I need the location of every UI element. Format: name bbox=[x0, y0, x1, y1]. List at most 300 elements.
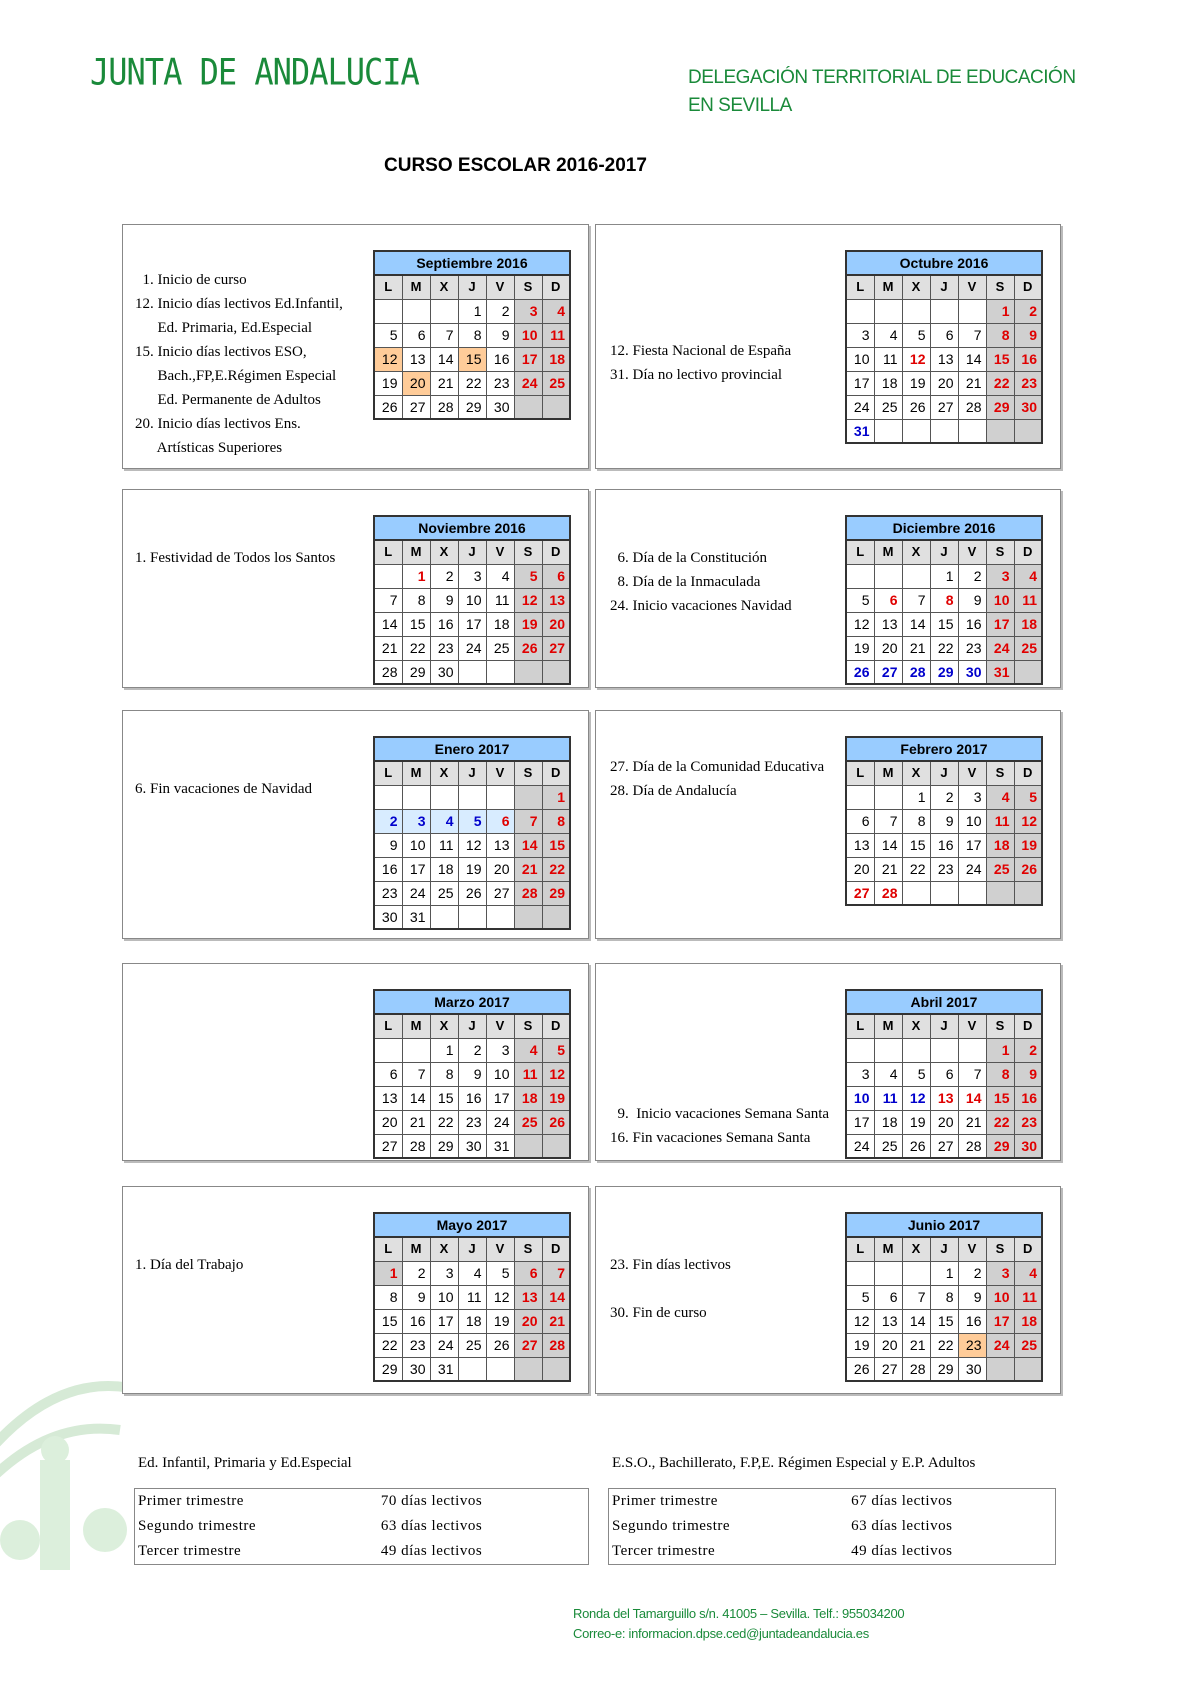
calendar-week-row bbox=[374, 299, 570, 323]
weekday-header: J bbox=[930, 1237, 958, 1261]
calendar-day: 17 bbox=[986, 612, 1014, 636]
calendar-month-title: Abril 2017 bbox=[846, 990, 1042, 1014]
calendar-day: 21 bbox=[958, 371, 986, 395]
calendar-day bbox=[958, 299, 986, 323]
calendar-week-row bbox=[374, 1110, 570, 1134]
calendar-week-row bbox=[846, 1285, 1042, 1309]
calendar-week-row bbox=[846, 564, 1042, 588]
calendar-day bbox=[402, 1038, 430, 1062]
calendar-day: 2 bbox=[430, 564, 458, 588]
calendar-day: 7 bbox=[402, 1062, 430, 1086]
calendar-day bbox=[486, 905, 514, 929]
calendar-day: 13 bbox=[402, 347, 430, 371]
calendar-week-row bbox=[374, 323, 570, 347]
calendar-day: 2 bbox=[930, 785, 958, 809]
calendar-day: 19 bbox=[374, 371, 402, 395]
weekday-header: M bbox=[874, 1014, 902, 1038]
calendar-day: 12 bbox=[902, 347, 930, 371]
weekday-header: S bbox=[986, 1237, 1014, 1261]
calendar-week-row bbox=[374, 857, 570, 881]
calendar-day: 21 bbox=[374, 636, 402, 660]
weekday-header: M bbox=[874, 761, 902, 785]
calendar-week-row bbox=[374, 564, 570, 588]
calendar-day: 16 bbox=[458, 1086, 486, 1110]
calendar-day: 26 bbox=[902, 395, 930, 419]
calendar-day: 5 bbox=[902, 1062, 930, 1086]
calendar-day bbox=[402, 785, 430, 809]
calendar-day: 28 bbox=[430, 395, 458, 419]
calendar-day: 4 bbox=[514, 1038, 542, 1062]
calendar-day: 3 bbox=[846, 323, 874, 347]
calendar-day: 10 bbox=[986, 588, 1014, 612]
calendar-week-row bbox=[846, 881, 1042, 905]
calendar-day: 16 bbox=[1014, 347, 1042, 371]
weekday-header: S bbox=[514, 540, 542, 564]
calendar-day: 8 bbox=[902, 809, 930, 833]
calendar-day: 30 bbox=[458, 1134, 486, 1158]
calendar-day: 25 bbox=[458, 1333, 486, 1357]
calendar-day bbox=[458, 660, 486, 684]
month-panel bbox=[595, 1186, 1061, 1394]
calendar-week-row bbox=[846, 1134, 1042, 1158]
weekday-header: S bbox=[514, 275, 542, 299]
calendar-day: 14 bbox=[374, 612, 402, 636]
calendar-day: 6 bbox=[374, 1062, 402, 1086]
calendar-day: 13 bbox=[486, 833, 514, 857]
calendar-day: 18 bbox=[874, 371, 902, 395]
calendar-day: 5 bbox=[458, 809, 486, 833]
calendar-day: 15 bbox=[986, 1086, 1014, 1110]
calendar-week-row bbox=[374, 1285, 570, 1309]
weekday-header: X bbox=[430, 1237, 458, 1261]
calendar-day: 17 bbox=[958, 833, 986, 857]
calendar-day: 4 bbox=[1014, 1261, 1042, 1285]
calendar-day: 21 bbox=[874, 857, 902, 881]
calendar-day: 11 bbox=[514, 1062, 542, 1086]
calendar-day: 26 bbox=[846, 660, 874, 684]
calendar-day bbox=[958, 419, 986, 443]
calendar-day bbox=[486, 1357, 514, 1381]
calendar-day bbox=[542, 905, 570, 929]
calendar-day: 7 bbox=[902, 1285, 930, 1309]
calendar-day: 10 bbox=[958, 809, 986, 833]
calendar-week-row bbox=[846, 833, 1042, 857]
weekday-header: S bbox=[986, 1014, 1014, 1038]
calendar-day: 13 bbox=[542, 588, 570, 612]
calendar-day: 1 bbox=[402, 564, 430, 588]
calendar-day: 19 bbox=[846, 636, 874, 660]
calendar-week-row bbox=[846, 1038, 1042, 1062]
calendar-day: 2 bbox=[958, 1261, 986, 1285]
month-notes: 6. Fin vacaciones de Navidad bbox=[135, 781, 313, 797]
calendar-day: 19 bbox=[1014, 833, 1042, 857]
weekday-header: L bbox=[846, 1014, 874, 1038]
calendar-month-title: Enero 2017 bbox=[374, 737, 570, 761]
calendar-day bbox=[846, 299, 874, 323]
calendar-day bbox=[846, 1038, 874, 1062]
calendar-day: 26 bbox=[846, 1357, 874, 1381]
calendar-day: 28 bbox=[402, 1134, 430, 1158]
calendar-month-title: Octubre 2016 bbox=[846, 251, 1042, 275]
calendar-day: 17 bbox=[458, 612, 486, 636]
weekday-header: J bbox=[930, 275, 958, 299]
calendar-day bbox=[542, 395, 570, 419]
weekday-header: X bbox=[902, 540, 930, 564]
calendar-day: 9 bbox=[486, 323, 514, 347]
calendar-day bbox=[430, 905, 458, 929]
calendar-day bbox=[402, 299, 430, 323]
calendar-day bbox=[1014, 419, 1042, 443]
calendar-day: 15 bbox=[902, 833, 930, 857]
calendar-week-row bbox=[374, 371, 570, 395]
calendar-day bbox=[902, 1038, 930, 1062]
calendar-day: 17 bbox=[486, 1086, 514, 1110]
calendar-day: 24 bbox=[958, 857, 986, 881]
calendar-day: 5 bbox=[846, 1285, 874, 1309]
calendar-day: 15 bbox=[930, 1309, 958, 1333]
calendar-day: 16 bbox=[958, 612, 986, 636]
calendar-day bbox=[930, 881, 958, 905]
calendar-day: 27 bbox=[514, 1333, 542, 1357]
calendar-day: 14 bbox=[902, 612, 930, 636]
calendar-day: 4 bbox=[542, 299, 570, 323]
calendar-day: 14 bbox=[402, 1086, 430, 1110]
calendar-day: 12 bbox=[902, 1086, 930, 1110]
calendar-day: 31 bbox=[486, 1134, 514, 1158]
calendar-week-row bbox=[374, 809, 570, 833]
calendar-day: 20 bbox=[930, 1110, 958, 1134]
calendar-month-title: Mayo 2017 bbox=[374, 1213, 570, 1237]
calendar-day: 29 bbox=[986, 395, 1014, 419]
calendar-day: 14 bbox=[958, 347, 986, 371]
calendar-day: 5 bbox=[846, 588, 874, 612]
calendar-day: 19 bbox=[902, 1110, 930, 1134]
calendar-day: 3 bbox=[514, 299, 542, 323]
calendar-day bbox=[514, 1134, 542, 1158]
calendar-week-row bbox=[374, 636, 570, 660]
calendar-day: 25 bbox=[514, 1110, 542, 1134]
calendar-day: 20 bbox=[846, 857, 874, 881]
calendar-day: 19 bbox=[902, 371, 930, 395]
calendar-day: 9 bbox=[374, 833, 402, 857]
calendar-day: 9 bbox=[402, 1285, 430, 1309]
calendar-week-row bbox=[846, 371, 1042, 395]
weekday-header: X bbox=[902, 1237, 930, 1261]
calendar-day: 2 bbox=[458, 1038, 486, 1062]
calendar-day: 3 bbox=[402, 809, 430, 833]
calendar-day: 25 bbox=[874, 1134, 902, 1158]
calendar-day: 26 bbox=[1014, 857, 1042, 881]
calendar-day: 31 bbox=[846, 419, 874, 443]
calendar-day bbox=[542, 1134, 570, 1158]
calendar-day: 30 bbox=[958, 660, 986, 684]
weekday-header: S bbox=[514, 761, 542, 785]
calendar-day: 28 bbox=[902, 1357, 930, 1381]
calendar-day: 25 bbox=[430, 881, 458, 905]
calendar-week-row bbox=[374, 660, 570, 684]
table-row: Primer trimestre 70 días lectivos bbox=[138, 1493, 483, 1509]
calendar-day bbox=[514, 660, 542, 684]
calendar-day: 9 bbox=[958, 1285, 986, 1309]
month-panel bbox=[122, 224, 589, 469]
calendar-day: 21 bbox=[514, 857, 542, 881]
calendar-day: 24 bbox=[846, 1134, 874, 1158]
calendar-day: 22 bbox=[986, 1110, 1014, 1134]
calendar-8 bbox=[373, 1212, 571, 1382]
calendar-week-row bbox=[846, 1357, 1042, 1381]
table-row: Primer trimestre 67 días lectivos bbox=[612, 1493, 953, 1509]
calendar-day: 11 bbox=[986, 809, 1014, 833]
calendar-4 bbox=[373, 736, 571, 930]
calendar-week-row bbox=[374, 785, 570, 809]
calendar-day: 13 bbox=[374, 1086, 402, 1110]
calendar-day: 2 bbox=[402, 1261, 430, 1285]
weekday-header: X bbox=[902, 1014, 930, 1038]
calendar-week-row bbox=[846, 660, 1042, 684]
calendar-week-row bbox=[846, 299, 1042, 323]
calendar-day: 3 bbox=[986, 1261, 1014, 1285]
calendar-day: 11 bbox=[458, 1285, 486, 1309]
calendar-day bbox=[458, 785, 486, 809]
calendar-day: 4 bbox=[874, 323, 902, 347]
calendar-day: 30 bbox=[430, 660, 458, 684]
weekday-header: L bbox=[846, 761, 874, 785]
weekday-header: J bbox=[458, 275, 486, 299]
calendar-day: 1 bbox=[458, 299, 486, 323]
calendar-week-row bbox=[374, 1357, 570, 1381]
calendar-day: 4 bbox=[458, 1261, 486, 1285]
calendar-day: 24 bbox=[430, 1333, 458, 1357]
calendar-day: 11 bbox=[1014, 1285, 1042, 1309]
calendar-day: 24 bbox=[986, 1333, 1014, 1357]
calendar-day: 28 bbox=[514, 881, 542, 905]
calendar-day: 13 bbox=[874, 1309, 902, 1333]
summary-table-primaria bbox=[134, 1488, 589, 1565]
calendar-day: 23 bbox=[958, 1333, 986, 1357]
calendar-day bbox=[902, 419, 930, 443]
calendar-day: 26 bbox=[902, 1134, 930, 1158]
calendar-day: 31 bbox=[402, 905, 430, 929]
calendar-day: 19 bbox=[542, 1086, 570, 1110]
month-panel bbox=[595, 489, 1061, 688]
calendar-day: 11 bbox=[874, 347, 902, 371]
weekday-header: D bbox=[1014, 1237, 1042, 1261]
calendar-week-row bbox=[846, 1110, 1042, 1134]
weekday-header: V bbox=[486, 540, 514, 564]
weekday-header: J bbox=[930, 761, 958, 785]
calendar-day bbox=[514, 905, 542, 929]
calendar-day: 23 bbox=[958, 636, 986, 660]
calendar-day: 1 bbox=[986, 1038, 1014, 1062]
calendar-7 bbox=[845, 989, 1043, 1159]
calendar-day bbox=[514, 395, 542, 419]
calendar-day bbox=[874, 1038, 902, 1062]
calendar-week-row bbox=[846, 1062, 1042, 1086]
summary-heading-primaria: Ed. Infantil, Primaria y Ed.Especial bbox=[138, 1455, 352, 1471]
calendar-day: 28 bbox=[958, 1134, 986, 1158]
calendar-day: 15 bbox=[430, 1086, 458, 1110]
calendar-day: 5 bbox=[1014, 785, 1042, 809]
calendar-day: 1 bbox=[930, 1261, 958, 1285]
calendar-day: 27 bbox=[874, 660, 902, 684]
calendar-day: 6 bbox=[874, 1285, 902, 1309]
calendar-week-row bbox=[374, 881, 570, 905]
calendar-day: 28 bbox=[374, 660, 402, 684]
weekday-header: L bbox=[374, 1014, 402, 1038]
calendar-day: 23 bbox=[1014, 371, 1042, 395]
calendar-day bbox=[958, 881, 986, 905]
weekday-header: X bbox=[902, 275, 930, 299]
calendar-day: 25 bbox=[486, 636, 514, 660]
calendar-day: 13 bbox=[930, 1086, 958, 1110]
month-panel bbox=[595, 963, 1061, 1161]
calendar-day: 16 bbox=[430, 612, 458, 636]
calendar-day: 10 bbox=[514, 323, 542, 347]
calendar-day: 24 bbox=[402, 881, 430, 905]
calendar-2 bbox=[373, 515, 571, 685]
calendar-day: 22 bbox=[986, 371, 1014, 395]
weekday-header: X bbox=[430, 540, 458, 564]
calendar-week-row bbox=[374, 395, 570, 419]
calendar-day: 12 bbox=[486, 1285, 514, 1309]
calendar-day: 8 bbox=[374, 1285, 402, 1309]
calendar-day: 13 bbox=[930, 347, 958, 371]
calendar-day: 6 bbox=[514, 1261, 542, 1285]
calendar-day: 4 bbox=[486, 564, 514, 588]
calendar-day: 28 bbox=[542, 1333, 570, 1357]
calendar-day: 6 bbox=[930, 323, 958, 347]
calendar-day: 16 bbox=[958, 1309, 986, 1333]
calendar-day bbox=[958, 1038, 986, 1062]
weekday-header: V bbox=[958, 275, 986, 299]
calendar-month-title: Junio 2017 bbox=[846, 1213, 1042, 1237]
weekday-header: L bbox=[846, 540, 874, 564]
weekday-header: J bbox=[458, 1237, 486, 1261]
calendar-week-row bbox=[374, 1086, 570, 1110]
calendar-day bbox=[874, 1261, 902, 1285]
calendar-day: 12 bbox=[374, 347, 402, 371]
calendar-day: 7 bbox=[958, 1062, 986, 1086]
calendar-day: 22 bbox=[458, 371, 486, 395]
weekday-header: D bbox=[542, 761, 570, 785]
weekday-header: L bbox=[846, 275, 874, 299]
calendar-day: 22 bbox=[374, 1333, 402, 1357]
table-row: Tercer trimestre 49 días lectivos bbox=[138, 1543, 483, 1559]
calendar-day: 18 bbox=[874, 1110, 902, 1134]
calendar-day: 24 bbox=[846, 395, 874, 419]
calendar-day: 3 bbox=[486, 1038, 514, 1062]
calendar-day: 1 bbox=[986, 299, 1014, 323]
calendar-day: 27 bbox=[542, 636, 570, 660]
calendar-week-row bbox=[374, 833, 570, 857]
weekday-header: S bbox=[514, 1237, 542, 1261]
calendar-week-row bbox=[374, 1333, 570, 1357]
weekday-header: L bbox=[374, 540, 402, 564]
month-panel bbox=[122, 489, 589, 688]
calendar-day bbox=[430, 785, 458, 809]
calendar-day bbox=[930, 1038, 958, 1062]
calendar-day: 13 bbox=[846, 833, 874, 857]
calendar-week-row bbox=[846, 347, 1042, 371]
calendar-day bbox=[846, 564, 874, 588]
calendar-day: 27 bbox=[874, 1357, 902, 1381]
calendar-day: 20 bbox=[874, 1333, 902, 1357]
calendar-day: 8 bbox=[986, 323, 1014, 347]
weekday-header: X bbox=[902, 761, 930, 785]
calendar-day: 2 bbox=[1014, 299, 1042, 323]
calendar-day: 18 bbox=[486, 612, 514, 636]
calendar-day: 27 bbox=[402, 395, 430, 419]
calendar-week-row bbox=[846, 1309, 1042, 1333]
calendar-day bbox=[542, 1357, 570, 1381]
weekday-header: M bbox=[874, 275, 902, 299]
calendar-day bbox=[846, 785, 874, 809]
weekday-header: V bbox=[486, 1237, 514, 1261]
calendar-day: 14 bbox=[430, 347, 458, 371]
calendar-day: 29 bbox=[930, 660, 958, 684]
calendar-day: 10 bbox=[846, 1086, 874, 1110]
calendar-day bbox=[1014, 660, 1042, 684]
weekday-header: L bbox=[374, 275, 402, 299]
calendar-day: 28 bbox=[958, 395, 986, 419]
calendar-day: 25 bbox=[874, 395, 902, 419]
calendar-week-row bbox=[374, 1261, 570, 1285]
calendar-day: 5 bbox=[514, 564, 542, 588]
weekday-header: D bbox=[542, 1014, 570, 1038]
weekday-header: V bbox=[486, 275, 514, 299]
calendar-day: 10 bbox=[846, 347, 874, 371]
calendar-day: 14 bbox=[542, 1285, 570, 1309]
calendar-day: 27 bbox=[930, 395, 958, 419]
calendar-week-row bbox=[374, 588, 570, 612]
weekday-header: S bbox=[514, 1014, 542, 1038]
calendar-day: 21 bbox=[902, 636, 930, 660]
calendar-day: 20 bbox=[514, 1309, 542, 1333]
calendar-day bbox=[846, 1261, 874, 1285]
calendar-day: 23 bbox=[1014, 1110, 1042, 1134]
calendar-day: 29 bbox=[430, 1134, 458, 1158]
weekday-header: V bbox=[958, 1237, 986, 1261]
calendar-day: 7 bbox=[514, 809, 542, 833]
calendar-day: 28 bbox=[902, 660, 930, 684]
calendar-day: 17 bbox=[846, 1110, 874, 1134]
calendar-day bbox=[986, 1357, 1014, 1381]
calendar-day: 3 bbox=[430, 1261, 458, 1285]
calendar-week-row bbox=[846, 419, 1042, 443]
calendar-day: 21 bbox=[430, 371, 458, 395]
calendar-day bbox=[514, 1357, 542, 1381]
calendar-week-row bbox=[846, 785, 1042, 809]
calendar-day: 18 bbox=[430, 857, 458, 881]
calendar-day bbox=[486, 660, 514, 684]
weekday-header: D bbox=[542, 275, 570, 299]
calendar-day: 8 bbox=[402, 588, 430, 612]
calendar-day: 20 bbox=[930, 371, 958, 395]
calendar-day bbox=[902, 881, 930, 905]
calendar-day: 30 bbox=[1014, 395, 1042, 419]
calendar-day: 23 bbox=[486, 371, 514, 395]
calendar-day: 18 bbox=[1014, 1309, 1042, 1333]
calendar-day: 3 bbox=[986, 564, 1014, 588]
calendar-week-row bbox=[846, 857, 1042, 881]
calendar-day: 3 bbox=[458, 564, 486, 588]
calendar-day bbox=[542, 660, 570, 684]
junta-de-andalucia-logo: JUNTA DE ANDALUCIA bbox=[90, 50, 419, 94]
calendar-day bbox=[374, 564, 402, 588]
calendar-day: 27 bbox=[846, 881, 874, 905]
calendar-day: 8 bbox=[458, 323, 486, 347]
calendar-day bbox=[1014, 1357, 1042, 1381]
